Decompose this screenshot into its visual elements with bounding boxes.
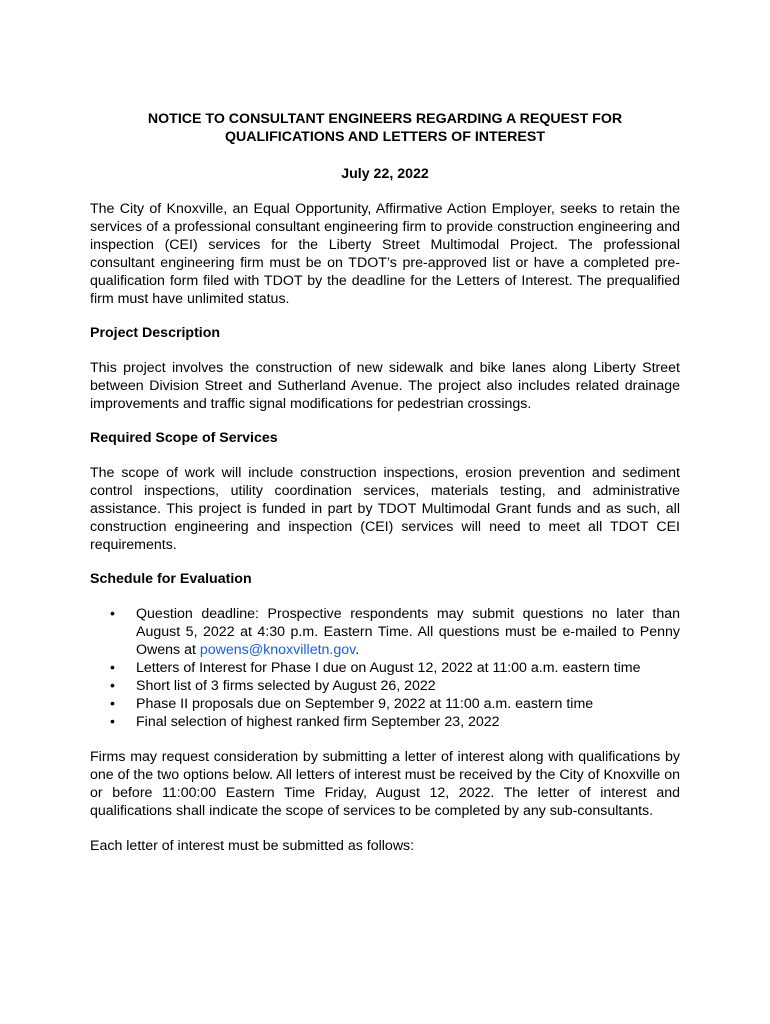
list-item-end: . xyxy=(355,642,360,658)
schedule-heading: Schedule for Evaluation xyxy=(90,571,252,587)
list-item-text: Letters of Interest for Phase I due on August 12, 2022 at 11:00 a.m. eastern time xyxy=(136,660,641,676)
scope-heading: Required Scope of Services xyxy=(90,430,278,446)
list-item xyxy=(110,695,680,713)
intro-paragraph: The City of Knoxville, an Equal Opportunity, Affirmative Action Employer, seeks to retain the services of a professional consultant engineering firm to provide construction engineering and inspection (CEI) services for the Liberty Street Multimodal Project. The professional consultant engineering firm must be on TDOT’s pre-approved list or have a completed pre-qualification form filed with TDOT by the deadline for the Letters of Interest. The prequalified firm must have unlimited status. xyxy=(90,201,680,307)
project-description-body: This project involves the construction of new sidewalk and bike lanes along Liberty Street between Division Street and Sutherland Avenue. The project also includes related drainage improvements and traffic signal modifications for pedestrian crossings. xyxy=(90,360,680,412)
title-line-1: NOTICE TO CONSULTANT ENGINEERS REGARDING A REQUEST FOR xyxy=(147,111,623,127)
email-link[interactable]: powens@knoxvilletn.gov xyxy=(199,642,356,658)
list-item-text: Phase II proposals due on September 9, 2022 at 11:00 a.m. eastern time xyxy=(136,696,594,712)
list-item-text: Final selection of highest ranked firm September 23, 2022 xyxy=(136,714,500,730)
bullet-icon: • xyxy=(110,696,115,712)
schedule-list xyxy=(90,605,680,731)
list-item xyxy=(110,713,680,731)
bullet-icon: • xyxy=(110,660,115,676)
final-line: Each letter of interest must be submitted as follows: xyxy=(90,838,415,854)
bullet-icon: • xyxy=(110,714,115,730)
bullet-icon: • xyxy=(110,678,115,694)
list-item-text: Short list of 3 firms selected by August 26, 2022 xyxy=(136,678,436,694)
list-item xyxy=(110,677,680,695)
bullet-icon: • xyxy=(110,606,115,622)
list-item xyxy=(110,659,680,677)
scope-body: The scope of work will include construction inspections, erosion prevention and sediment control inspections, utility coordination services, materials testing, and administrative assistance. This project is funded in part by TDOT Multimodal Grant funds and as such, all construction engineering and inspection (CEI) services will need to meet all TDOT CEI requirements. xyxy=(90,465,680,553)
list-item-text: Question deadline: Prospective respondents may submit questions no later than August 5, 2022 at 4:30 p.m. Eastern Time. All questions must be e-mailed to Penny Owens at xyxy=(136,606,680,658)
document-page xyxy=(90,110,680,855)
list-item xyxy=(110,605,680,659)
title-line-2: QUALIFICATIONS AND LETTERS OF INTEREST xyxy=(224,129,545,145)
document-title xyxy=(90,110,680,146)
closing-paragraph: Firms may request consideration by submitting a letter of interest along with qualifications by one of the two options below. All letters of interest must be received by the City of Knoxville on or before 11:00:00 Eastern Time Friday, August 12, 2022. The letter of interest and qualifications shall indicate the scope of services to be completed by any sub-consultants. xyxy=(90,749,680,819)
project-description-heading: Project Description xyxy=(90,325,221,341)
notice-date: July 22, 2022 xyxy=(341,166,429,182)
